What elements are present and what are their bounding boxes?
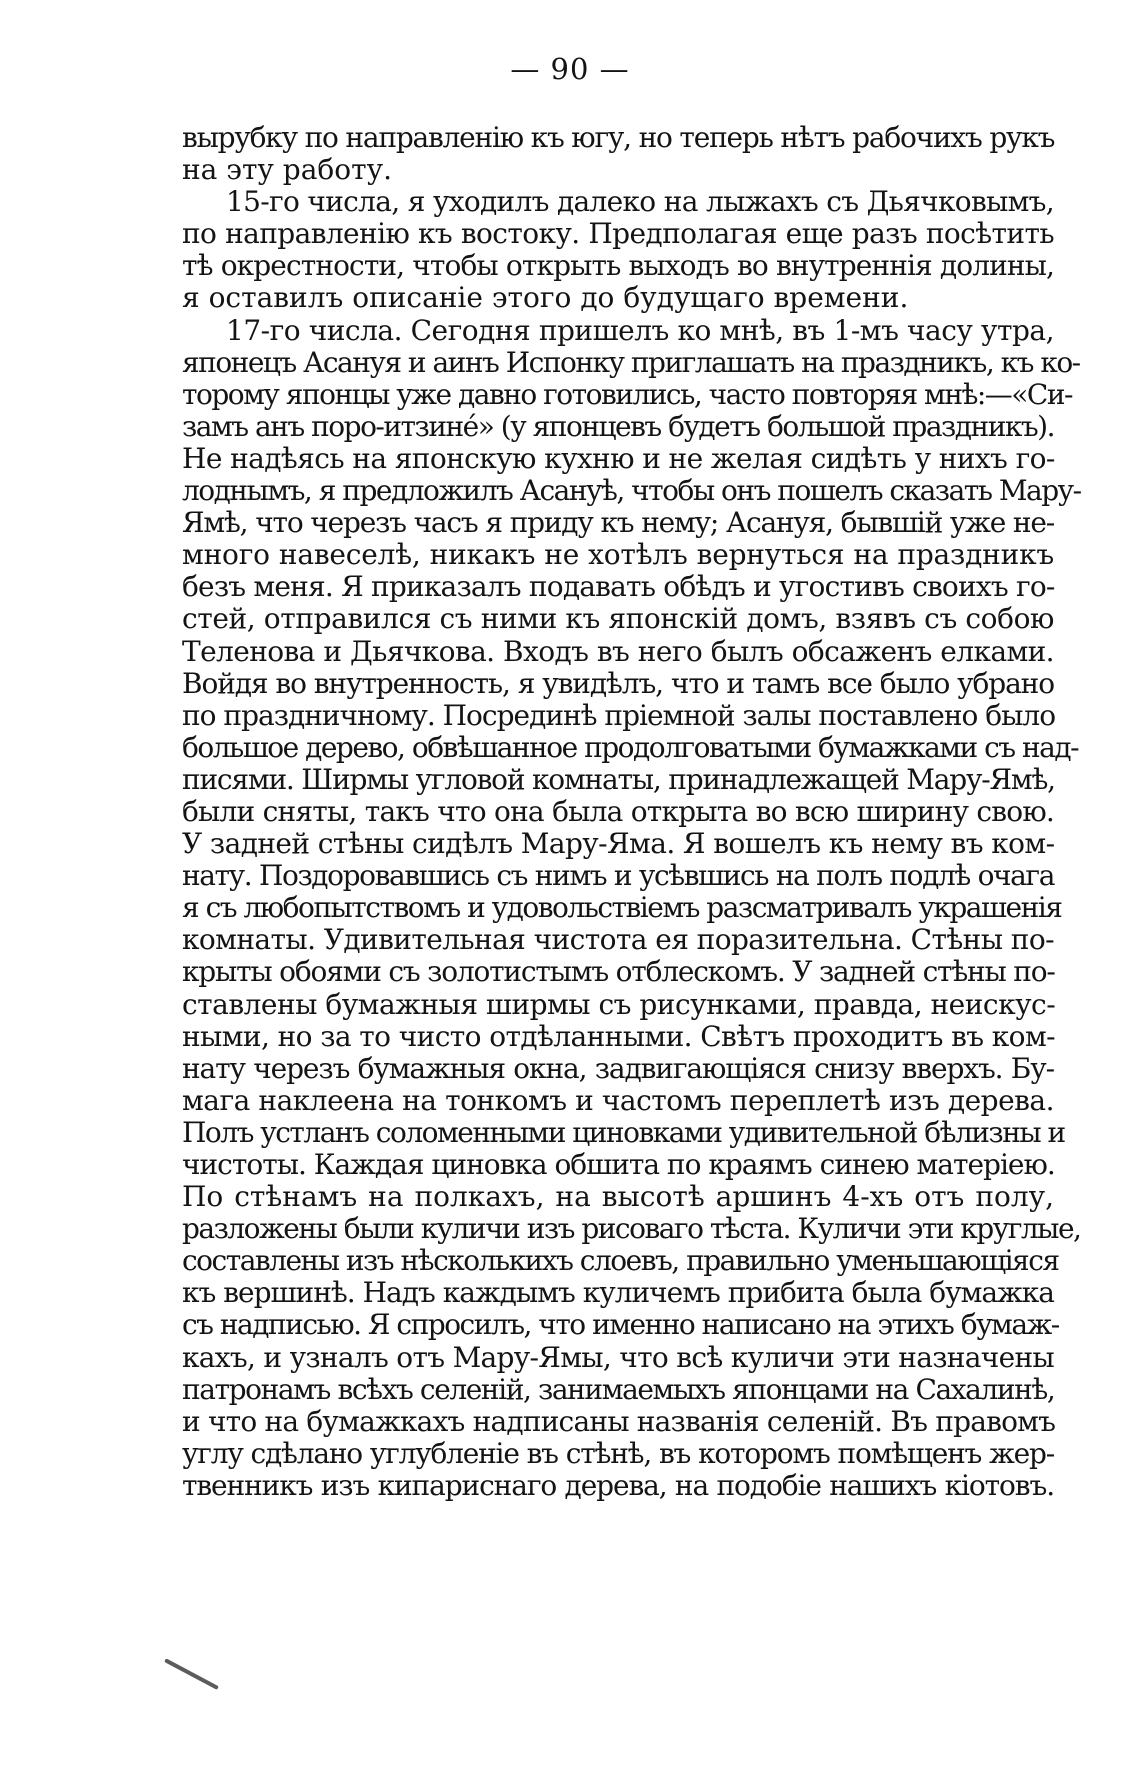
text-line: По стѣнамъ на полкахъ, на высотѣ аршинъ 4-хъ отъ полу, [182,1180,1054,1214]
text-line: стей, отправился съ ними къ японскій домъ, взявъ съ собою [182,602,1055,636]
text-line: комнаты. Удивительная чистота ея поразительна. Стѣны по- [182,923,1054,957]
page-number: — 90 — [510,52,630,86]
text-line: большое дерево, обвѣшанное продолговатыми бумажками съ над- [182,730,1079,764]
text-line: тѣ окрестности, чтобы открыть выходъ во внутреннія долины, [182,249,1054,283]
text-line: съ надписью. Я спросилъ, что именно написано на этихъ бумаж- [182,1308,1059,1342]
text-line: лоднымъ, я предложилъ Асануѣ, чтобы онъ пошелъ сказать Мару- [182,474,1081,508]
scan-smudge-mark [164,1658,219,1690]
text-line: безъ меня. Я приказалъ подавать обѣдъ и угостивъ своихъ го- [182,570,1055,604]
text-line: ставлены бумажныя ширмы съ рисунками, правда, неискус- [182,987,1056,1021]
text-line: японецъ Асануя и аинъ Испонку приглашать на праздникъ, къ ко- [182,345,1080,379]
text-line: много навеселѣ, никакъ не хотѣлъ вернуться на праздникъ [182,538,1054,572]
text-line: твенникъ изъ кипариснаго дерева, на подобіе нашихъ кіотовъ. [182,1468,1054,1502]
text-line: 15-го числа, я уходилъ далеко на лыжахъ съ Дьячковымъ, [226,185,1054,219]
text-line: вырубку по направленію къ югу, но теперь нѣтъ рабочихъ рукъ [182,121,1055,154]
text-line: крыты обоями съ золотистымъ отблескомъ. У задней стѣны по- [182,955,1055,989]
body-text [182,121,1081,1502]
text-line: по направленію къ востоку. Предполагая еще разъ посѣтить [182,217,1054,251]
text-line: на эту работу. [182,153,392,187]
text-line: чистоты. Каждая циновка обшита по краямъ синею матеріею. [182,1148,1055,1181]
text-line: углу сдѣлано углубленіе въ стѣнѣ, въ которомъ помѣщенъ жер- [182,1436,1054,1470]
text-line: писями. Ширмы угловой комнаты, принадлежащей Мару-Ямѣ, [182,762,1055,796]
text-line: Полъ устланъ соломенными циновками удивительной бѣлизны и [182,1115,1065,1149]
text-line: мага наклеена на тонкомъ и частомъ переплетѣ изъ дерева. [182,1083,1054,1117]
text-line: и что на бумажкахъ надписаны названія селеній. Въ правомъ [182,1404,1056,1438]
text-line: Ямѣ, что черезъ часъ я приду къ нему; Асануя, бывшій уже не- [182,506,1054,540]
text-line: нату. Поздоровавшись съ нимъ и усѣвшись на полъ подлѣ очага [182,859,1054,893]
text-line: 17-го числа. Сегодня пришелъ ко мнѣ, въ 1-мъ часу утра, [226,313,1054,347]
text-line: составлены изъ нѣсколькихъ слоевъ, правильно уменьшающіяся [182,1244,1059,1278]
text-line: торому японцы уже давно готовились, часто повторяя мнѣ:—«Си- [182,377,1072,411]
text-line: къ вершинѣ. Надъ каждымъ куличемъ прибита была бумажка [182,1276,1054,1310]
text-line: были сняты, такъ что она была открыта во всю ширину свою. [182,794,1054,828]
text-line: по праздничному. Посрединѣ пріемной залы поставлено было [182,698,1056,732]
text-line: я съ любопытствомъ и удовольствіемъ разсматривалъ украшенія [182,891,1062,925]
text-line: разложены были куличи изъ рисоваго тѣста. Куличи эти круглые, [182,1212,1081,1246]
text-line: Не надѣясь на японскую кухню и не желая сидѣть у нихъ го- [182,441,1055,475]
text-line: кахъ, и узналъ отъ Мару-Ямы, что всѣ куличи эти назначены [182,1340,1054,1374]
text-line: У задней стѣны сидѣлъ Мару-Яма. Я вошелъ къ нему въ ком- [182,827,1055,861]
text-line: ными, но за то чисто отдѣланными. Свѣтъ проходитъ въ ком- [182,1019,1055,1053]
text-line: Теленова и Дьячкова. Входъ въ него былъ обсаженъ елками. [182,634,1054,668]
text-line: патронамъ всѣхъ селеній, занимаемыхъ японцами на Сахалинѣ, [182,1372,1055,1406]
text-line: я оставилъ описаніе этого до будущаго времени. [182,281,909,315]
text-line: нату черезъ бумажныя окна, задвигающіяся снизу вверхъ. Бу- [182,1051,1054,1085]
text-line: Войдя во внутренность, я увидѣлъ, что и тамъ все было убрано [182,666,1054,700]
text-line: замъ анъ поро-итзинé» (у японцевъ будетъ большой праздникъ). [182,409,1054,443]
